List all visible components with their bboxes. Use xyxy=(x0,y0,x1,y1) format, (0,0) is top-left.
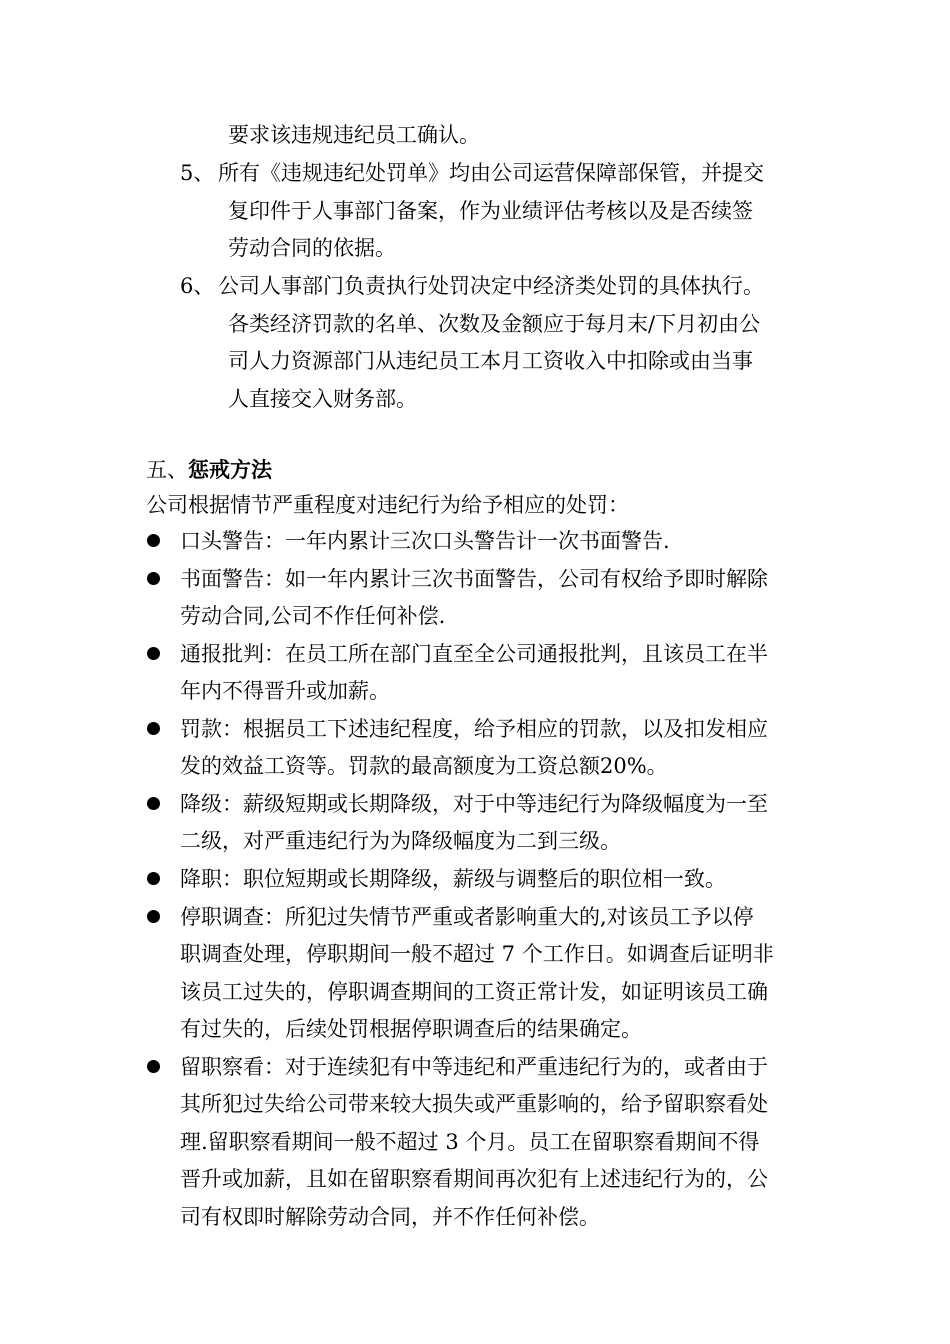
bullet-line: 降级：薪级短期或长期降级，对于中等违纪行为降级幅度为一至 xyxy=(180,792,768,816)
bullet-line: 罚款：根据员工下述违纪程度，给予相应的罚款，以及扣发相应 xyxy=(180,717,768,741)
bullet-line: 书面警告：如一年内累计三次书面警告，公司有权给予即时解除 xyxy=(180,567,768,591)
bullet-line: 口头警告：一年内累计三次口头警告计一次书面警告. xyxy=(180,529,670,553)
bullet-line: 职调查处理，停职期间一般不超过 7 个工作日。如调查后证明非 xyxy=(180,942,774,966)
section-number: 五、 xyxy=(146,458,188,482)
bullet-dot xyxy=(147,647,160,660)
bullet-line: 晋升或加薪，且如在留职察看期间再次犯有上述违纪行为的，公 xyxy=(180,1167,768,1191)
item-line: 公司人事部门负责执行处罚决定中经济类处罚的具体执行。 xyxy=(218,274,764,298)
bullet-dot xyxy=(147,534,160,547)
bullet-line: 停职调查：所犯过失情节严重或者影响重大的,对该员工予以停 xyxy=(180,905,754,929)
bullet-line: 劳动合同,公司不作任何补偿. xyxy=(180,604,446,628)
item-line: 司人力资源部门从违纪员工本月工资收入中扣除或由当事 xyxy=(228,349,753,373)
bullet-dot xyxy=(147,797,160,810)
bullet-line: 年内不得晋升或加薪。 xyxy=(180,679,390,703)
item-number: 6、 xyxy=(180,274,215,298)
section-heading xyxy=(146,456,272,484)
bullet-dot xyxy=(147,722,160,735)
bullet-dot xyxy=(147,1060,160,1073)
bullet-line: 发的效益工资等。罚款的最高额度为工资总额20%。 xyxy=(180,754,668,778)
item-line: 劳动合同的依据。 xyxy=(228,236,396,260)
item-line: 所有《违规违纪处罚单》均由公司运营保障部保管，并提交 xyxy=(218,161,764,185)
bullet-dot xyxy=(147,872,160,885)
bullet-line: 二级，对严重违纪行为为降级幅度为二到三级。 xyxy=(180,829,621,853)
section-intro: 公司根据情节严重程度对违纪行为给予相应的处罚： xyxy=(146,493,629,517)
bullet-line: 降职：职位短期或长期降级，薪级与调整后的职位相一致。 xyxy=(180,867,726,891)
item-number: 5、 xyxy=(180,161,215,185)
section-title: 惩戒方法 xyxy=(188,457,272,482)
bullet-line: 留职察看：对于连续犯有中等违纪和严重违纪行为的，或者由于 xyxy=(180,1055,768,1079)
bullet-dot xyxy=(147,910,160,923)
bullet-line: 其所犯过失给公司带来较大损失或严重影响的，给予留职察看处 xyxy=(180,1092,768,1116)
bullet-line: 该员工过失的，停职调查期间的工资正常计发，如证明该员工确 xyxy=(180,980,768,1004)
bullet-line: 理.留职察看期间一般不超过 3 个月。员工在留职察看期间不得 xyxy=(180,1130,760,1154)
bullet-line: 通报批判：在员工所在部门直至全公司通报批判，且该员工在半 xyxy=(180,642,768,666)
bullet-line: 司有权即时解除劳动合同，并不作任何补偿。 xyxy=(180,1205,600,1229)
continuation-line: 要求该违规违纪员工确认。 xyxy=(228,123,480,147)
item-line: 复印件于人事部门备案，作为业绩评估考核以及是否续签 xyxy=(228,199,753,223)
item-line: 人直接交入财务部。 xyxy=(228,387,417,411)
bullet-dot xyxy=(147,572,160,585)
item-line: 各类经济罚款的名单、次数及金额应于每月末/下月初由公 xyxy=(228,312,761,336)
bullet-line: 有过失的，后续处罚根据停职调查后的结果确定。 xyxy=(180,1017,642,1041)
